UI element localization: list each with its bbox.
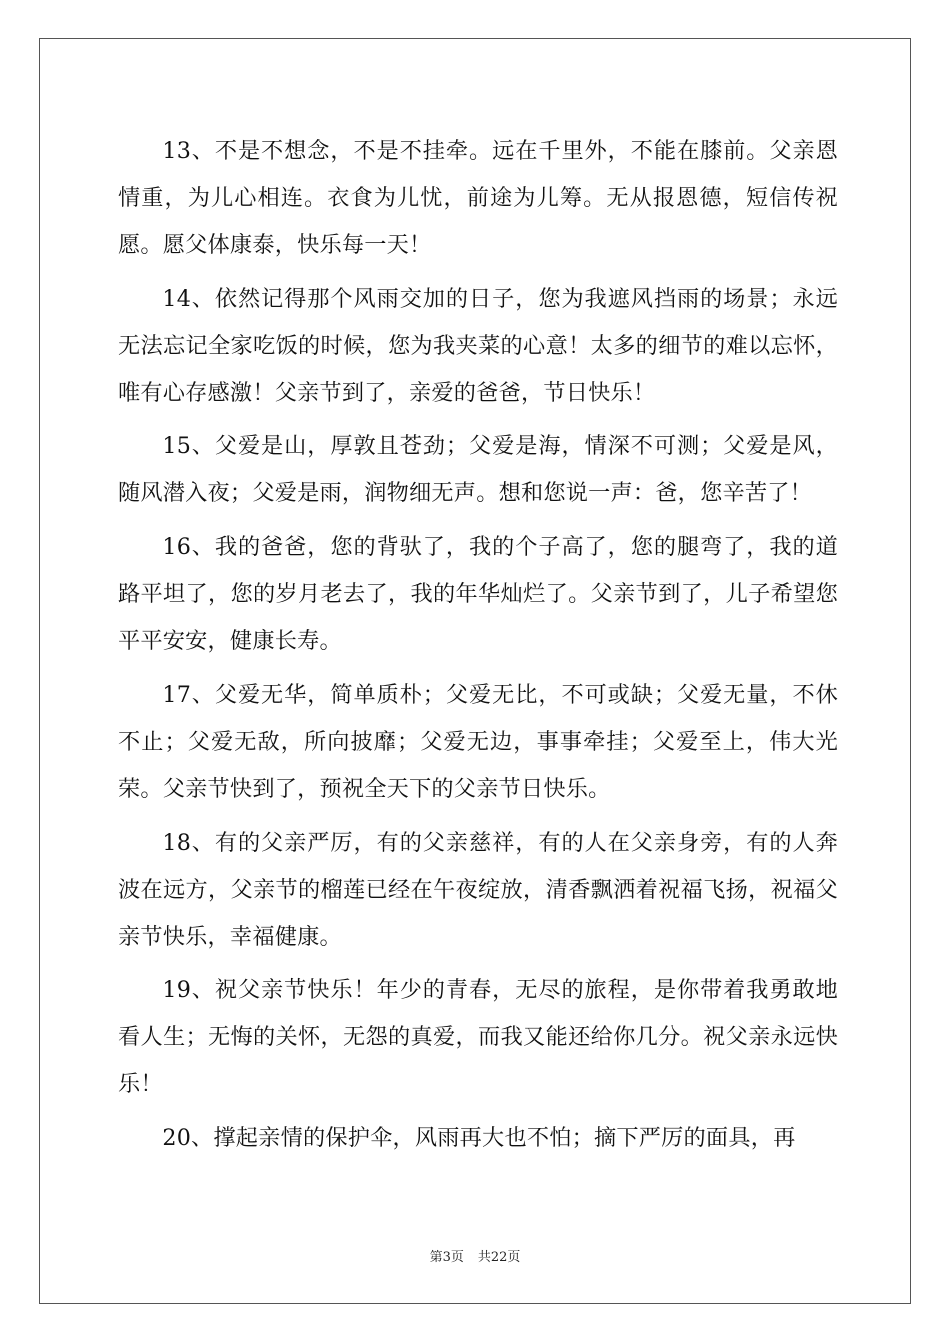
paragraph-15: 15、父爱是山，厚敦且苍劲；父爱是海，情深不可测；父爱是风，随风潜入夜；父爱是雨，润物细无声。想和您说一声：爸，您辛苦了！ bbox=[118, 433, 838, 507]
paragraph-20: 20、撑起亲情的保护伞，风雨再大也不怕；摘下严厉的面具，再 bbox=[162, 1125, 796, 1152]
paragraph-16: 16、我的爸爸，您的背驮了，我的个子高了，您的腿弯了，我的道路平坦了，您的岁月老去了，我的年华灿烂了。父亲节到了，儿子希望您平平安安，健康长寿。 bbox=[118, 534, 838, 655]
document-body bbox=[118, 128, 838, 1169]
paragraph-13: 13、不是不想念，不是不挂牵。远在千里外，不能在膝前。父亲恩情重，为儿心相连。衣食为儿忧，前途为儿筹。无从报恩德，短信传祝愿。愿父体康泰，快乐每一天！ bbox=[118, 138, 838, 258]
paragraph-18: 18、有的父亲严厉，有的父亲慈祥，有的人在父亲身旁，有的人奔波在远方，父亲节的榴莲已经在午夜绽放，清香飘洒着祝福飞扬，祝福父亲节快乐，幸福健康。 bbox=[118, 829, 838, 950]
page-number: 第3页 bbox=[429, 1250, 464, 1265]
page-total: 共22页 bbox=[477, 1250, 521, 1265]
paragraph-19: 19、祝父亲节快乐！年少的青春，无尽的旅程，是你带着我勇敢地看人生；无悔的关怀，无怨的真爱，而我又能还给你几分。祝父亲永远快乐！ bbox=[118, 977, 838, 1098]
page-footer bbox=[0, 1246, 950, 1265]
paragraph-17: 17、父爱无华，简单质朴；父爱无比，不可或缺；父爱无量，不休不止；父爱无敌，所向披靡；父爱无边，事事牵挂；父爱至上，伟大光荣。父亲节快到了，预祝全天下的父亲节日快乐。 bbox=[118, 681, 838, 802]
paragraph-14: 14、依然记得那个风雨交加的日子，您为我遮风挡雨的场景；永远无法忘记全家吃饭的时候，您为我夹菜的心意！太多的细节的难以忘怀，唯有心存感激！父亲节到了，亲爱的爸爸，节日快乐！ bbox=[118, 285, 838, 406]
